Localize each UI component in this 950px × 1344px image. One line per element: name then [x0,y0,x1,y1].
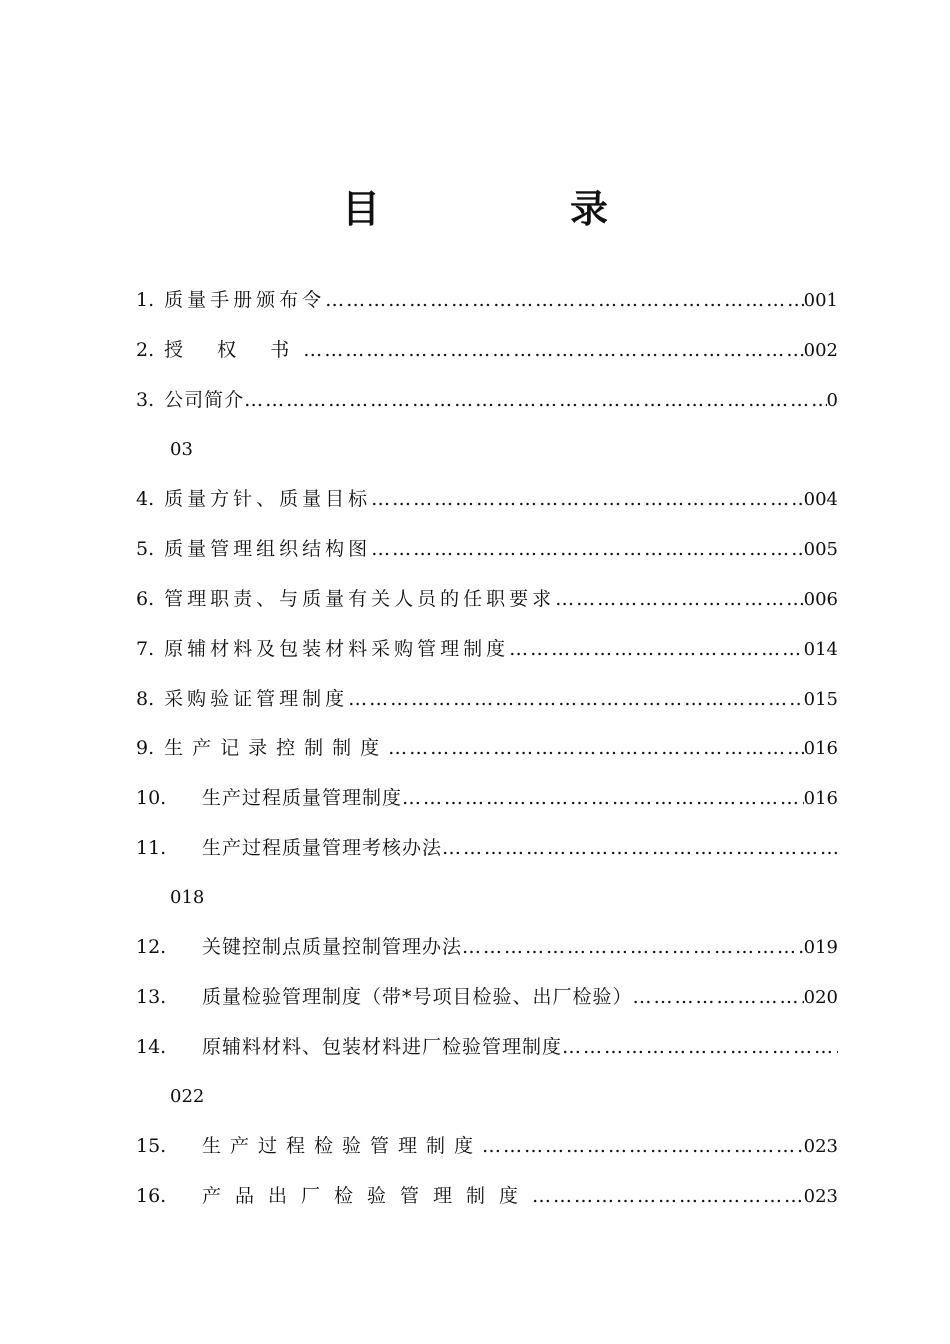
entry-title: 授 权 书 [164,339,304,361]
toc-entry[interactable] [136,385,838,415]
toc-entry[interactable] [136,932,838,962]
entry-number: 13. [136,986,167,1008]
toc-entry[interactable] [136,684,838,714]
dot-leader [482,1131,804,1161]
entry-page: 004 [803,489,838,510]
entry-title: 质量管理组织结构图 [164,538,372,560]
dot-leader [532,1181,804,1211]
dot-leader [402,783,804,813]
entry-title: 生产记录控制制度 [164,737,389,759]
dot-leader [388,733,803,763]
entry-number: 4. [136,488,155,510]
dot-leader [303,335,803,365]
entry-title: 原辅材料及包装材料采购管理制度 [164,638,510,660]
entry-title: 采购验证管理制度 [164,688,349,710]
entry-title: 生产过程质量管理制度 [202,787,403,809]
entry-number: 12. [136,936,167,958]
toc-entry[interactable] [136,584,838,614]
entry-page-continued: 018 [170,887,205,908]
entry-number: 16. [136,1185,167,1207]
entry-title: 生产过程检验管理制度 [202,1135,483,1157]
entry-page: 005 [803,539,838,560]
toc-entry[interactable] [136,833,838,863]
toc-entry[interactable] [136,484,838,514]
entry-title: 原辅料材料、包装材料进厂检验管理制度 [202,1036,563,1058]
entry-title: 关键控制点质量控制管理办法 [202,936,463,958]
entry-title: 公司简介 [164,389,245,411]
entry-title: 质量检验管理制度（带*号项目检验、出厂检验） [202,986,633,1008]
dot-leader [348,684,803,714]
dot-leader [562,1032,838,1062]
entry-number: 14. [136,1036,167,1058]
entry-title: 质量方针、质量目标 [164,488,372,510]
entry-page: 001 [803,290,838,311]
dot-leader [633,982,804,1012]
entry-page: 019 [803,937,838,958]
entry-page: 015 [803,689,838,710]
entry-number: 5. [136,538,155,560]
entry-page: 002 [803,340,838,361]
entry-number: 9. [136,737,155,759]
entry-title: 管理职责、与质量有关人员的任职要求 [164,588,556,610]
dot-leader [442,833,838,863]
entry-number: 8. [136,688,155,710]
entry-page: 006 [803,589,838,610]
entry-page: 014 [803,639,838,660]
page-title: 目 录 [341,187,684,231]
dot-leader [462,932,804,962]
dot-leader [555,584,803,614]
entry-page: 020 [803,987,838,1008]
dot-leader [509,634,803,664]
toc-entry[interactable] [136,335,838,365]
toc-entry[interactable] [136,733,838,763]
entry-title: 生产过程质量管理考核办法 [202,837,443,859]
entry-number: 15. [136,1135,167,1157]
toc-entry[interactable] [136,285,838,315]
toc-entry[interactable] [136,634,838,664]
dot-leader [244,385,826,415]
entry-page-continued: 022 [170,1086,205,1107]
entry-number: 1. [136,289,155,311]
dot-leader [371,484,803,514]
entry-number: 10. [136,787,167,809]
entry-page: 016 [803,788,838,809]
entry-title: 产品出厂检验管理制度 [202,1185,533,1207]
entry-page: 0 [826,390,838,411]
entry-number: 6. [136,588,155,610]
entry-number: 3. [136,389,155,411]
toc-entry[interactable] [136,1181,838,1211]
entry-number: 11. [136,837,167,859]
entry-page: 023 [803,1136,838,1157]
entry-page: 023 [803,1186,838,1207]
dot-leader [325,285,803,315]
entry-number: 2. [136,339,155,361]
toc-entry[interactable] [136,982,838,1012]
entry-title: 质量手册颁布令 [164,289,326,311]
toc-entry[interactable] [136,534,838,564]
entry-page-continued: 03 [170,439,193,460]
toc-entry[interactable] [136,1131,838,1161]
entry-number: 7. [136,638,155,660]
toc-entry[interactable] [136,1032,838,1062]
entry-page: 016 [803,738,838,759]
toc-entry[interactable] [136,783,838,813]
dot-leader [371,534,803,564]
